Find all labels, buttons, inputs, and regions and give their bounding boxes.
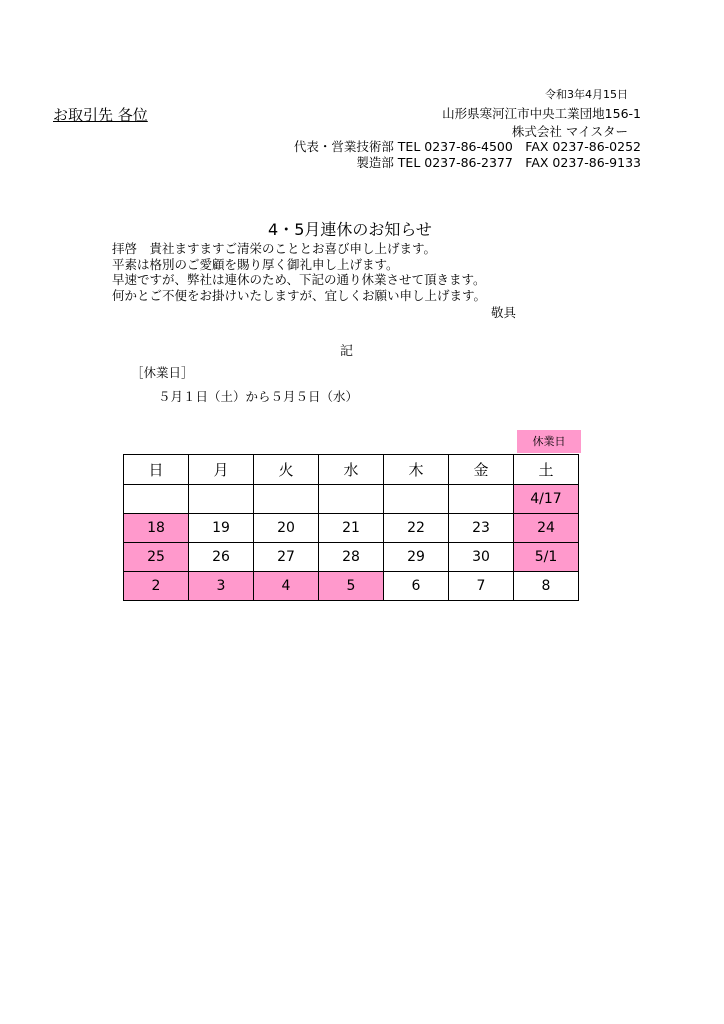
factory-contact: 製造部 TEL 0237-86-2377 FAX 0237-86-9133 xyxy=(356,155,641,170)
calendar-day-holiday: 4 xyxy=(254,572,319,601)
company-name: 株式会社 マイスター xyxy=(511,124,628,139)
calendar-body xyxy=(124,485,579,601)
calendar-week-row xyxy=(124,485,579,514)
calendar-day: 8 xyxy=(514,572,579,601)
notice-body xyxy=(112,241,486,303)
calendar-day-holiday: 5/1 xyxy=(514,543,579,572)
calendar-day xyxy=(384,485,449,514)
body-line: 何かとご不便をお掛けいたしますが、宜しくお願い申し上げます。 xyxy=(112,287,487,303)
calendar-day: 22 xyxy=(384,514,449,543)
holiday-calendar xyxy=(123,454,579,601)
calendar-week-row xyxy=(124,543,579,572)
weekday-header: 金 xyxy=(449,455,514,485)
calendar-day xyxy=(449,485,514,514)
calendar-day: 21 xyxy=(319,514,384,543)
calendar-day xyxy=(124,485,189,514)
weekday-header: 土 xyxy=(514,455,579,485)
calendar-day xyxy=(189,485,254,514)
calendar-day: 19 xyxy=(189,514,254,543)
calendar-day: 23 xyxy=(449,514,514,543)
calendar-day-holiday: 3 xyxy=(189,572,254,601)
calendar-day: 26 xyxy=(189,543,254,572)
recipient: お取引先 各位 xyxy=(53,106,148,124)
calendar-day xyxy=(254,485,319,514)
calendar-day: 6 xyxy=(384,572,449,601)
sales-contact: 代表・営業技術部 TEL 0237-86-4500 FAX 0237-86-0252 xyxy=(293,139,641,154)
closing: 敬具 xyxy=(491,305,517,320)
holiday-label: ［休業日］ xyxy=(131,365,194,380)
calendar-day-holiday: 18 xyxy=(124,514,189,543)
weekday-header: 木 xyxy=(384,455,449,485)
calendar-week-row xyxy=(124,572,579,601)
body-line: 平素は格別のご愛顧を賜り厚く御礼申し上げます。 xyxy=(112,256,399,272)
calendar-day-holiday: 24 xyxy=(514,514,579,543)
weekday-header: 日 xyxy=(124,455,189,485)
calendar-day-holiday: 2 xyxy=(124,572,189,601)
notice-title: 4・5月連休のお知らせ xyxy=(268,220,432,239)
calendar-day: 30 xyxy=(449,543,514,572)
weekday-header: 水 xyxy=(319,455,384,485)
calendar-day: 7 xyxy=(449,572,514,601)
company-address: 山形県寒河江市中央工業団地156-1 xyxy=(442,106,641,121)
holiday-period: ５月１日（土）から５月５日（水） xyxy=(158,389,359,404)
calendar-day xyxy=(319,485,384,514)
calendar-day-holiday: 5 xyxy=(319,572,384,601)
calendar-day: 29 xyxy=(384,543,449,572)
weekday-header: 月 xyxy=(189,455,254,485)
body-line: 早速ですが、弊社は連休のため、下記の通り休業させて頂きます。 xyxy=(112,272,486,287)
calendar-day: 28 xyxy=(319,543,384,572)
body-line: 拝啓 貴社ますますご清栄のこととお喜び申し上げます。 xyxy=(112,241,437,256)
issue-date: 令和3年4月15日 xyxy=(545,88,628,101)
ki-heading: 記 xyxy=(340,344,354,359)
weekday-header: 火 xyxy=(254,455,319,485)
calendar-day-holiday: 25 xyxy=(124,543,189,572)
calendar-day-holiday: 4/17 xyxy=(514,485,579,514)
calendar-week-row xyxy=(124,514,579,543)
calendar-day: 27 xyxy=(254,543,319,572)
holiday-legend: 休業日 xyxy=(517,430,581,453)
calendar-day: 20 xyxy=(254,514,319,543)
weekday-header-row xyxy=(124,455,579,485)
